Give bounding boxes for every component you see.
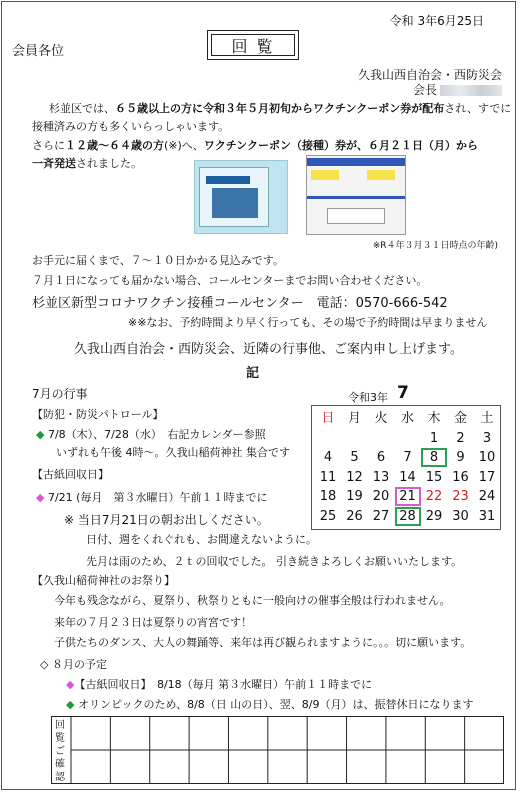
chairman-name-redacted (440, 85, 502, 96)
august-text: オリンピックのため、8/8（日 山の日）、翌、8/9（月）は、振替休日になります (77, 698, 474, 711)
festival-heading: 【久我山稲荷神社のお祭り】 (32, 574, 175, 587)
calendar-day: 2 (456, 430, 465, 446)
festival-line-3: 子供たちのダンス、大人の舞踊等、来年は再び観られますように。。。切に願います。 (54, 636, 472, 649)
chairman (413, 81, 502, 98)
calendar-day: 18 (319, 489, 337, 504)
intro-text: され、すでに (444, 102, 512, 115)
calendar-day: 10 (478, 450, 496, 465)
envelope-shape (199, 167, 269, 227)
july-heading: 7月の行事 (32, 387, 88, 401)
intro-bold: ６５歳以上の方に令和３年５月初旬からワクチンクーポン券が配布 (115, 102, 445, 115)
info-line-1: お手元に届くまで、７～１０日かかる見込みです。 (32, 254, 284, 267)
calendar-day: 14 (399, 469, 416, 485)
calendar-weekday: 月 (347, 411, 361, 426)
intro-bold: ワクチンクーポン（接種）券が、６月２１日（月）から (203, 139, 479, 152)
august-line-1 (66, 676, 372, 692)
calendar-weekday: 木 (427, 411, 441, 426)
patrol-text: 7/8（木）、7/28（水） 右記カレンダー参照 (47, 428, 266, 441)
info-line-2: ７月１日になっても届かない場合、コールセンターまでお問い合わせください。 (32, 274, 428, 287)
sheet-highlight (367, 170, 395, 180)
sheet-highlight (311, 170, 339, 180)
confirmation-table (51, 716, 504, 784)
coupon-sheet-image (306, 155, 406, 235)
page-title: 回 覧 (231, 36, 275, 56)
calendar-weekday: 火 (374, 411, 388, 426)
calendar-day: 20 (372, 489, 390, 504)
green-diamond-icon: ◆ (66, 698, 75, 711)
intro-line-1 (49, 100, 511, 116)
paper-line-3: 日付、週をくれぐれも、お間違えないように。 (86, 533, 317, 546)
calendar-day: 16 (452, 469, 469, 485)
calendar-day: 3 (482, 430, 492, 446)
calendar-weekday: 水 (400, 411, 414, 426)
envelope-tag (206, 176, 250, 184)
ki-heading: 記 (246, 366, 260, 381)
intro-bold: 一斉発送 (32, 157, 76, 170)
pink-diamond-icon: ◆ (36, 491, 45, 504)
patrol-heading: 【防犯・防災パトロール】 (32, 408, 164, 421)
calendar-weekday: 日 (321, 411, 335, 426)
paper-line-1 (36, 489, 267, 505)
patrol-line-2: いずれも午後 4時～。久我山稲荷神社 集合です (56, 446, 290, 459)
july-calendar (311, 405, 501, 530)
calendar-day: 4 (323, 450, 333, 465)
calendar-day: 30 (452, 508, 469, 524)
call-center: 杉並区新型コロナワクチン接種コールセンター 電話：0570-666-542 (32, 296, 448, 311)
greeting: 久我山西自治会・西防災会、近隣の行事他、ご案内申し上げます。 (74, 342, 463, 357)
calendar-day: 13 (372, 469, 390, 485)
chairman-label: 会長 (412, 83, 437, 97)
festival-line-2: 来年の７月２３日は夏祭りの宵宮です！ (54, 616, 252, 629)
calendar-day: 21 (395, 487, 421, 506)
image-note: ※R４年３月３１日時点の年齢) (372, 241, 498, 251)
intro-line-4 (32, 155, 142, 171)
calendar-day: 9 (456, 450, 465, 465)
calendar-day: 5 (350, 450, 359, 465)
calendar-day: 6 (376, 450, 386, 465)
intro-line-2: 接種済みの方も多くいらっしゃいます。 (32, 120, 230, 133)
intro-line-3 (32, 137, 478, 153)
paper-line-4: 先月は雨のため、２ｔの回収でした。 引き続きよろしくお願いいたします。 (86, 555, 463, 568)
sheet-divider (307, 196, 405, 199)
paper-line-2: ※ 当日7月21日の朝お出しください。 (64, 513, 269, 527)
calendar-day: 22 (425, 489, 443, 504)
intro-text: (※)へ、 (164, 139, 204, 152)
calendar-day: 19 (346, 489, 363, 504)
calendar-day: 23 (452, 489, 469, 504)
patrol-line-1 (36, 426, 266, 442)
calendar-day: 28 (395, 507, 421, 526)
calendar-day: 11 (319, 469, 337, 485)
confirmation-label: 回覧ご確認 (55, 720, 65, 783)
calendar-day: 24 (478, 489, 496, 504)
calendar-day: 12 (346, 469, 363, 485)
paper-text: 7/21 (毎月 第３水曜日）午前１１時までに (47, 491, 268, 504)
calendar-day: 26 (346, 508, 363, 524)
addressee: 会員各位 (12, 44, 65, 59)
paper-heading: 【古紙回収日】 (32, 468, 109, 481)
green-diamond-icon: ◆ (36, 428, 45, 441)
calendar-day: 15 (425, 469, 443, 485)
calendar-day: 1 (429, 430, 439, 446)
intro-text: 杉並区では、 (49, 102, 115, 115)
intro-text: されました。 (76, 157, 142, 170)
calendar-era: 令和3年 (348, 391, 388, 404)
envelope-window (212, 188, 258, 218)
calendar-day: 27 (372, 508, 390, 524)
calendar-day: 17 (478, 469, 496, 485)
confirmation-grid (51, 716, 504, 784)
august-heading: ◇ ８月の予定 (40, 658, 107, 671)
sheet-box (327, 208, 385, 224)
august-line-2 (66, 696, 474, 712)
document-date: 令和 3年6月25日 (389, 14, 484, 28)
pink-diamond-icon: ◆ (66, 678, 75, 691)
calendar-month: 7 (397, 383, 409, 403)
info-note: ※※なお、予約時間より早く行っても、その場で予約時間は早まりません (128, 316, 488, 329)
calendar-day: 8 (421, 448, 447, 467)
august-text: 【古紙回収日】 8/18（毎月 第３水曜日）午前１１時までに (74, 678, 373, 691)
calendar-day: 29 (425, 508, 443, 524)
calendar-day: 25 (319, 508, 337, 524)
calendar-day: 7 (403, 450, 412, 465)
calendar-weekday: 金 (453, 411, 467, 426)
coupon-envelope-image (194, 160, 288, 234)
festival-line-1: 今年も残念ながら、夏祭り、秋祭りともに一般向けの催事全般は行われません。 (54, 594, 451, 607)
intro-bold: １２歳～６４歳の方 (65, 139, 164, 152)
sheet-stripe (307, 158, 405, 166)
calendar-weekday: 土 (480, 411, 494, 426)
org-name: 久我山西自治会・西防災会 (357, 68, 502, 82)
title-box (207, 30, 299, 60)
calendar-day: 31 (478, 508, 496, 524)
intro-text: さらに (32, 139, 65, 152)
